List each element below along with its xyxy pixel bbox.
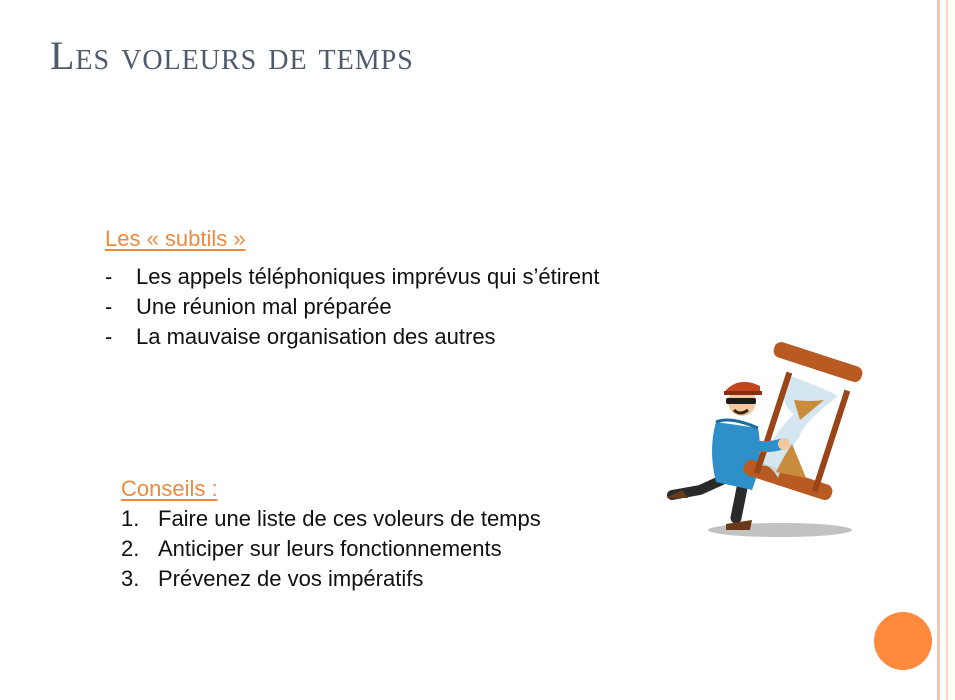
list-item-text: Les appels téléphoniques imprévus qui s’étirent xyxy=(136,264,600,289)
slide-title: Les voleurs de temps xyxy=(50,33,414,78)
thief-hourglass-illustration xyxy=(660,340,870,545)
list-item-text: Prévenez de vos impératifs xyxy=(158,566,424,591)
conseils-heading: Conseils : xyxy=(121,476,218,501)
subtils-list xyxy=(105,262,600,352)
list-item-text: Faire une liste de ces voleurs de temps xyxy=(158,506,541,531)
list-item xyxy=(121,564,541,594)
list-item xyxy=(105,262,600,292)
list-item-text: Une réunion mal préparée xyxy=(136,294,392,319)
number-marker: 1. xyxy=(121,506,140,531)
subtils-heading: Les « subtils » xyxy=(105,226,246,251)
right-edge-line xyxy=(937,0,940,700)
decorative-orange-circle xyxy=(874,612,932,670)
list-item xyxy=(105,292,600,322)
dash-marker: - xyxy=(105,264,113,289)
number-marker: 2. xyxy=(121,536,140,561)
list-item-text: La mauvaise organisation des autres xyxy=(136,324,496,349)
list-item xyxy=(121,534,541,564)
conseils-list xyxy=(121,504,541,594)
number-marker: 3. xyxy=(121,566,140,591)
list-item xyxy=(121,504,541,534)
list-item-text: Anticiper sur leurs fonctionnements xyxy=(158,536,502,561)
dash-marker: - xyxy=(105,294,113,319)
right-edge-fill xyxy=(948,0,955,700)
list-item xyxy=(105,322,600,352)
dash-marker: - xyxy=(105,324,113,349)
